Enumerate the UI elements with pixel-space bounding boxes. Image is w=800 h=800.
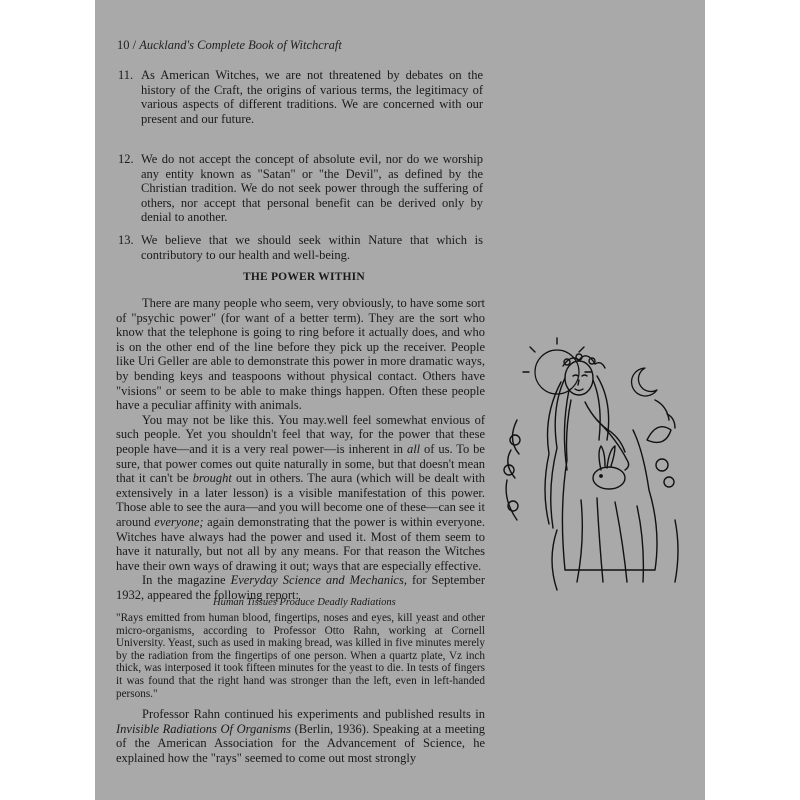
item-number: 11. xyxy=(118,68,134,82)
numbered-item-13 xyxy=(118,233,483,262)
page-number: 10 / xyxy=(117,38,137,52)
book-title: Auckland's Complete Book of Witchcraft xyxy=(139,38,342,52)
paragraph-4: Professor Rahn continued his experiments and published results in Invisible Radiations Of Organisms (Berlin, 1936). Speaking at a meeting of the American Association for the Advancement of Science, he explained how the "rays" seemed to come out most strongly xyxy=(116,707,485,765)
item-text: As American Witches, we are not threatened by debates on the history of the Craft, the origins of various terms, the legitimacy of various aspects of different traditions. We are concerned with our present and our future. xyxy=(141,68,483,126)
item-number: 13. xyxy=(118,233,134,247)
running-header xyxy=(117,38,342,53)
numbered-item-12 xyxy=(118,152,483,225)
paragraph-2: You may not be like this. You may.well feel somewhat envious of such people. Yet you shouldn't feel that way, for the power that these people have—and it is a very real power—is inherent in all of us. To be sure, that power comes out quite naturally in some, but that doesn't mean that it can't be brought out in others. The aura (which will be dealt with extensively in a later lesson) is a visible manifestation of this power. Those able to see the aura—and you will become one of these—can see it around everyone; again demonstrating that the power is within everyone. Witches have always had the power and used it. Most of them seem to have it naturally, but not all by any means. For that reason the Witches have their own ways of drawing it out; ways that are especially effective. xyxy=(116,412,485,573)
paragraph-1: There are many people who seem, very obviously, to have some sort of "psychic power" (for want of a better term). They are the sort who know that the telephone is going to ring before it actually does, and who is on the other end of the line before they pick up the receiver. People like Uri Geller are able to demonstrate this power in more dramatic ways, by bending keys and teaspoons without physical contact. Others have "visions" or seem to be able to make things happen. Often these people have a peculiar affinity with animals. xyxy=(116,296,485,413)
item-text: We do not accept the concept of absolute evil, nor do we worship any entity known as "Satan" or "the Devil", as defined by the Christian tradition. We do not seek power through the suffering of others, nor accept that personal benefit can be derived only by denial to another. xyxy=(141,152,483,224)
quote-text: "Rays emitted from human blood, fingertips, noses and eyes, kill yeast and other micro-organisms, according to Professor Otto Rahn, working at Cornell University. Yeast, such as used in making bread, was killed in five minutes merely by the radiation from the fingertips of one person. When a quartz plate, Vz inch thick, was interposed it took fifteen minutes for the yeast to die. In tests of fingers it was found that the right hand was stronger than the left, even in left-handed persons." xyxy=(116,612,485,700)
goddess-illustration-icon xyxy=(497,330,687,592)
quote-title: Human Tissues Produce Deadly Radiations xyxy=(213,597,396,608)
numbered-item-11 xyxy=(118,68,483,126)
item-text: We believe that we should seek within Nature that which is contributory to our health and well-being. xyxy=(141,233,483,262)
body-paragraphs xyxy=(116,296,485,602)
item-number: 12. xyxy=(118,152,134,166)
paragraph-4-block xyxy=(116,707,485,765)
paragraph-3: In the magazine Everyday Science and Mechanics, for September 1932, appeared the following report: xyxy=(116,573,485,602)
section-heading: THE POWER WITHIN xyxy=(243,271,365,283)
